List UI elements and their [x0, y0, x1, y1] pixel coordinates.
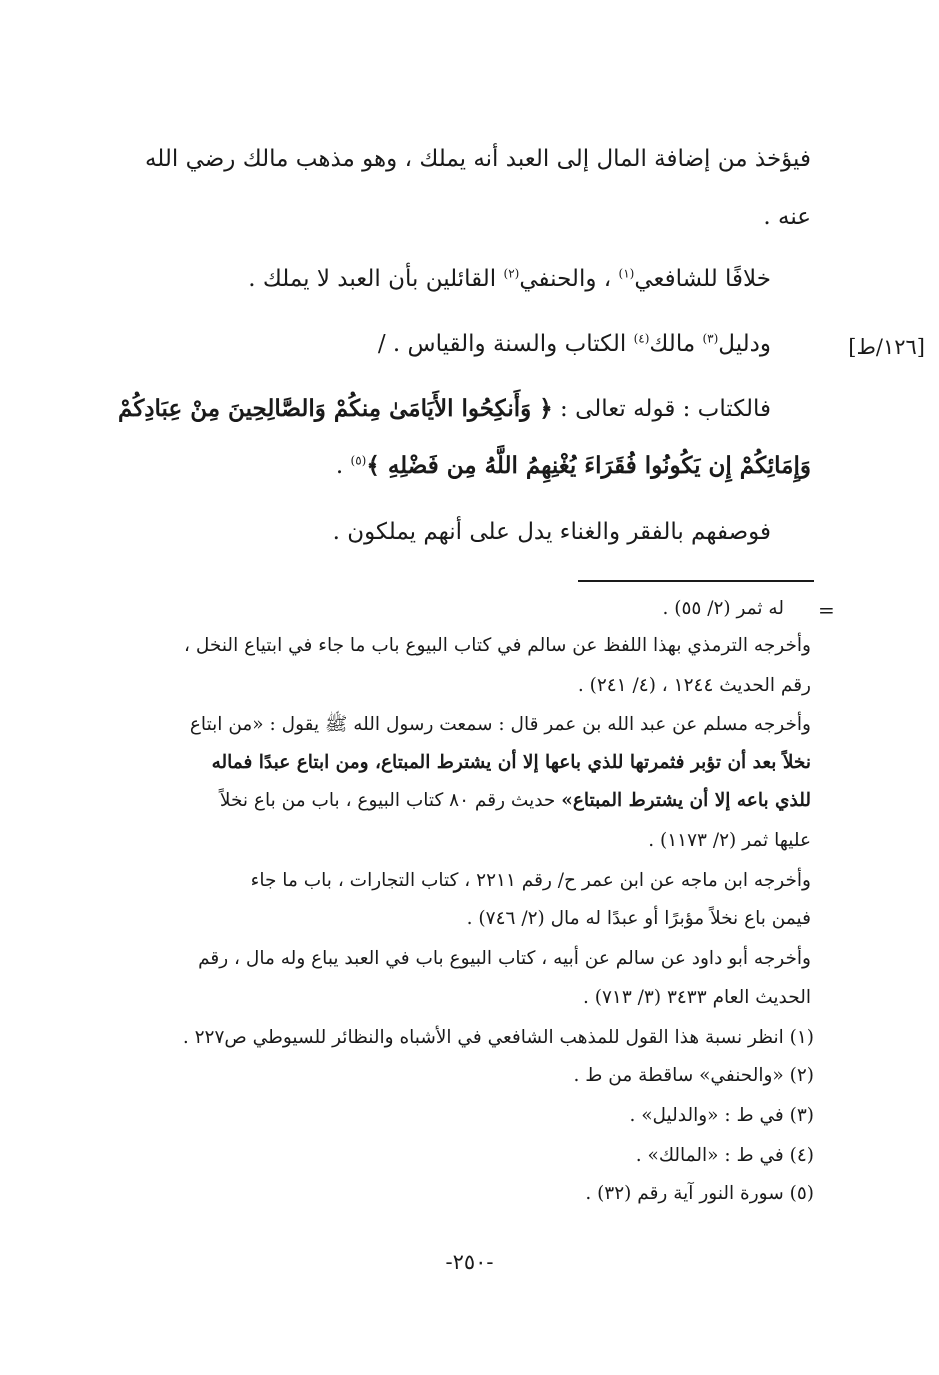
- footnote-text: رقم الحديث ١٢٤٤ ، (٤/ ٢٤١) .: [577, 675, 811, 696]
- body-text: .: [335, 453, 351, 479]
- footnote-text: عليها ثمر (٢/ ١١٧٣) .: [648, 830, 811, 851]
- footnote-line: [212, 752, 811, 773]
- body-text: فوصفهم بالفقر والغناء يدل على أنهم يملكون .: [332, 519, 771, 545]
- footnote-line: [184, 635, 811, 656]
- body-text: القائلين بأن العبد لا يملك .: [248, 266, 504, 292]
- footnote-text: (٢) «والحنفي» ساقطة من ط .: [573, 1065, 814, 1086]
- footnote-text: وأخرجه مسلم عن عبد الله بن عمر قال : سمعت رسول الله ﷺ يقول : «من ابتاع: [189, 714, 811, 735]
- footnote-text: وأخرجه الترمذي بهذا اللفظ عن سالم في كتاب البيوع باب ما جاء في ابتياع النخل ،: [184, 635, 811, 656]
- body-text: ودليل: [718, 331, 771, 357]
- footnote-text: (٥) سورة النور آية رقم (٣٢) .: [585, 1183, 814, 1204]
- footnote-separator: [578, 580, 814, 582]
- footnote-line: [251, 870, 811, 891]
- quran-verse: ﴿ وَأَنكِحُوا الأَيَامَىٰ مِنكُمْ وَالصَّالِحِينَ مِنْ عِبَادِكُمْ: [118, 395, 553, 422]
- body-text: فالكتاب : قوله تعالى :: [552, 396, 771, 422]
- footnote-text: وأخرجه ابن ماجه عن ابن عمر ح/ رقم ٢٢١١ ، كتاب التجارات ، باب ما جاء: [250, 870, 811, 891]
- body-line-3: [248, 266, 771, 292]
- page-number: -٢٥٠-: [445, 1250, 494, 1274]
- body-line-5: [118, 395, 771, 422]
- footnote-line: [220, 790, 811, 811]
- footnote-marker-3: (٣): [702, 331, 719, 346]
- body-text: ، والحنفي: [519, 266, 619, 292]
- hadith-text: نخلاً بعد أن تؤبر فثمرتها للذي باعها إلا أن يشترط المبتاع، ومن ابتاع عبدًا فماله: [211, 752, 811, 773]
- footnote-line: [578, 675, 811, 696]
- footnote-text: حديث رقم ٨٠ كتاب البيوع ، باب من باع نخلاً: [219, 790, 562, 811]
- footnote-line: [198, 948, 811, 969]
- footnote-marker-5: (٥): [350, 453, 367, 468]
- footnote-line: [467, 908, 811, 929]
- footnote-4: [636, 1145, 814, 1166]
- continuation-mark: =: [818, 598, 835, 622]
- footnote-1: [183, 1027, 814, 1048]
- body-line-7: [333, 519, 771, 545]
- footnote-3: [629, 1105, 814, 1126]
- footnote-text: وأخرجه أبو داود عن سالم عن أبيه ، كتاب البيوع باب في العبد يباع وله مال ، رقم: [198, 948, 811, 969]
- body-text: فيؤخذ من إضافة المال إلى العبد أنه يملك ، وهو مذهب مالك رضي الله: [144, 146, 811, 172]
- body-text: خلافًا للشافعي: [634, 266, 771, 292]
- margin-manuscript-reference: [١٢٦/ط]: [848, 335, 925, 359]
- body-line-4: [378, 331, 771, 357]
- body-line-2: [763, 204, 811, 230]
- hadith-text: للذي باعه إلا أن يشترط المبتاع»: [561, 790, 811, 811]
- footnote-marker-1: (١): [618, 266, 635, 281]
- footnote-marker-2: (٢): [503, 266, 520, 281]
- quran-verse: وَإِمَائِكُمْ إِن يَكُونُوا فُقَرَاءَ يُغْنِهِمُ اللَّهُ مِن فَضْلِهِ ﴾: [366, 452, 811, 479]
- footnote-line: [648, 830, 811, 851]
- body-line-1: [145, 146, 811, 172]
- footnote-text: له ثمر (٢/ ٥٥) .: [662, 598, 784, 619]
- footnote-marker-4: (٤): [633, 331, 650, 346]
- footnote-2: [574, 1065, 814, 1086]
- footnote-text: فيمن باع نخلاً مؤبرًا أو عبدًا له مال (٢/ ٧٤٦) .: [466, 908, 811, 929]
- footnote-text: الحديث العام ٣٤٣٣ (٣/ ٧١٣) .: [582, 987, 811, 1008]
- body-line-6: [336, 452, 811, 479]
- footnote-text: (٣) في ط : «والدليل» .: [629, 1105, 814, 1126]
- footnote-line: [190, 714, 811, 740]
- footnote-text: (١) انظر نسبة هذا القول للمذهب الشافعي في الأشباه والنظائر للسيوطي ص٢٢٧ .: [182, 1027, 814, 1048]
- footnote-5: [585, 1183, 814, 1204]
- footnote-text: (٤) في ط : «المالك» .: [635, 1145, 814, 1166]
- footnote-line: [583, 987, 811, 1008]
- body-text: مالك: [649, 331, 703, 357]
- footnote-line: [662, 598, 784, 619]
- body-text: عنه .: [763, 204, 811, 230]
- body-text: الكتاب والسنة والقياس . /: [377, 331, 634, 357]
